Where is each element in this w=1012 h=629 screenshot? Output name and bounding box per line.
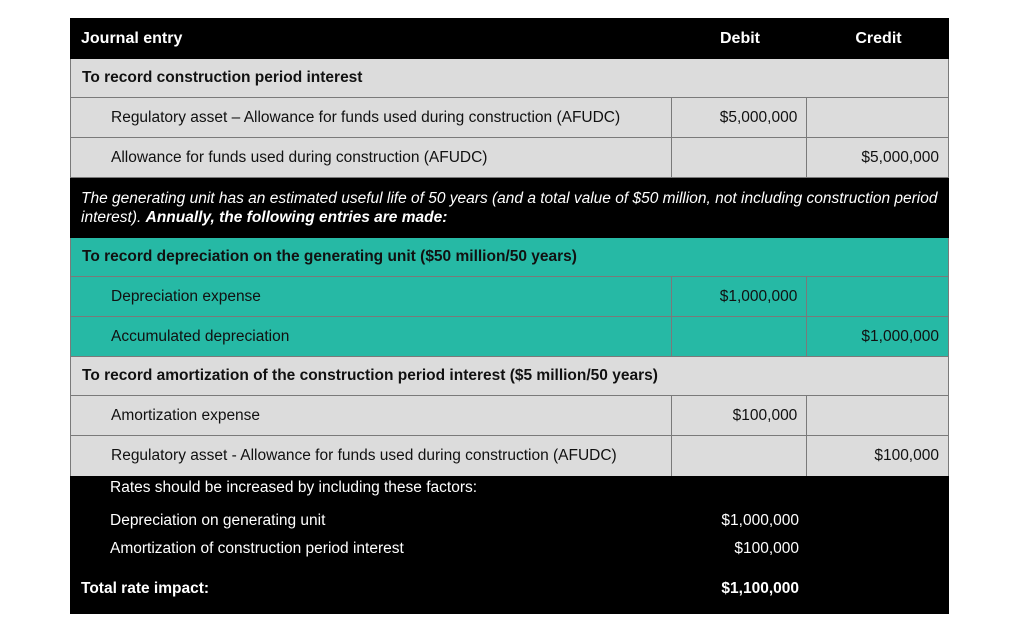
credit-cell: $100,000 <box>874 447 939 464</box>
journal-entry-table <box>70 18 949 614</box>
credit-cell <box>807 396 948 435</box>
rate-impact-summary <box>70 476 949 614</box>
table-row <box>70 277 949 317</box>
table-header <box>70 18 949 59</box>
account-cell: Allowance for funds used during construction (AFUDC) <box>71 138 672 177</box>
table-row <box>70 98 949 138</box>
debit-cell: $5,000,000 <box>672 98 808 137</box>
debit-cell <box>672 317 808 356</box>
rate-factor-label: Amortization of construction period interest <box>110 540 404 557</box>
rate-factor-value: $1,000,000 <box>721 512 799 529</box>
rate-factor-label: Depreciation on generating unit <box>110 512 326 529</box>
list-item <box>70 534 949 564</box>
total-value: $1,100,000 <box>721 580 799 597</box>
header-debit: Debit <box>720 29 760 47</box>
header-journal-entry: Journal entry <box>81 29 183 47</box>
rate-factor-value: $100,000 <box>734 540 799 557</box>
account-cell: Amortization expense <box>71 396 672 435</box>
account-cell: Regulatory asset - Allowance for funds used during construction (AFUDC) <box>71 436 672 476</box>
list-item <box>70 500 949 534</box>
account-cell: Depreciation expense <box>71 277 672 316</box>
debit-cell: $100,000 <box>672 396 808 435</box>
debit-cell <box>672 138 808 177</box>
useful-life-note <box>70 178 949 238</box>
section-amortization-title: To record amortization of the construction period interest ($5 million/50 years) <box>70 357 949 396</box>
rates-intro: Rates should be increased by including these factors: <box>110 479 478 496</box>
note-text-block <box>81 189 938 227</box>
credit-cell: $1,000,000 <box>861 327 939 345</box>
header-credit: Credit <box>855 29 902 47</box>
credit-cell: $5,000,000 <box>861 148 939 166</box>
total-label: Total rate impact: <box>81 580 210 597</box>
account-cell: Accumulated depreciation <box>71 317 672 356</box>
debit-cell: $1,000,000 <box>672 277 808 316</box>
debit-cell <box>672 436 808 476</box>
section-construction-title: To record construction period interest <box>70 59 949 98</box>
table-row <box>70 436 949 476</box>
note-bold-text: Annually, the following entries are made: <box>145 209 448 226</box>
credit-cell <box>807 277 948 316</box>
note-text: The generating unit has an estimated useful life of 50 years (and a total value of $50 million, not including construction period interest). <box>81 190 938 226</box>
table-row <box>70 317 949 357</box>
rates-intro-row <box>70 476 949 500</box>
section-depreciation-title: To record depreciation on the generating unit ($50 million/50 years) <box>70 238 949 277</box>
credit-cell <box>807 98 948 137</box>
table-row <box>70 138 949 178</box>
table-row <box>70 396 949 436</box>
account-cell: Regulatory asset – Allowance for funds used during construction (AFUDC) <box>71 98 672 137</box>
total-rate-impact-row <box>70 564 949 614</box>
